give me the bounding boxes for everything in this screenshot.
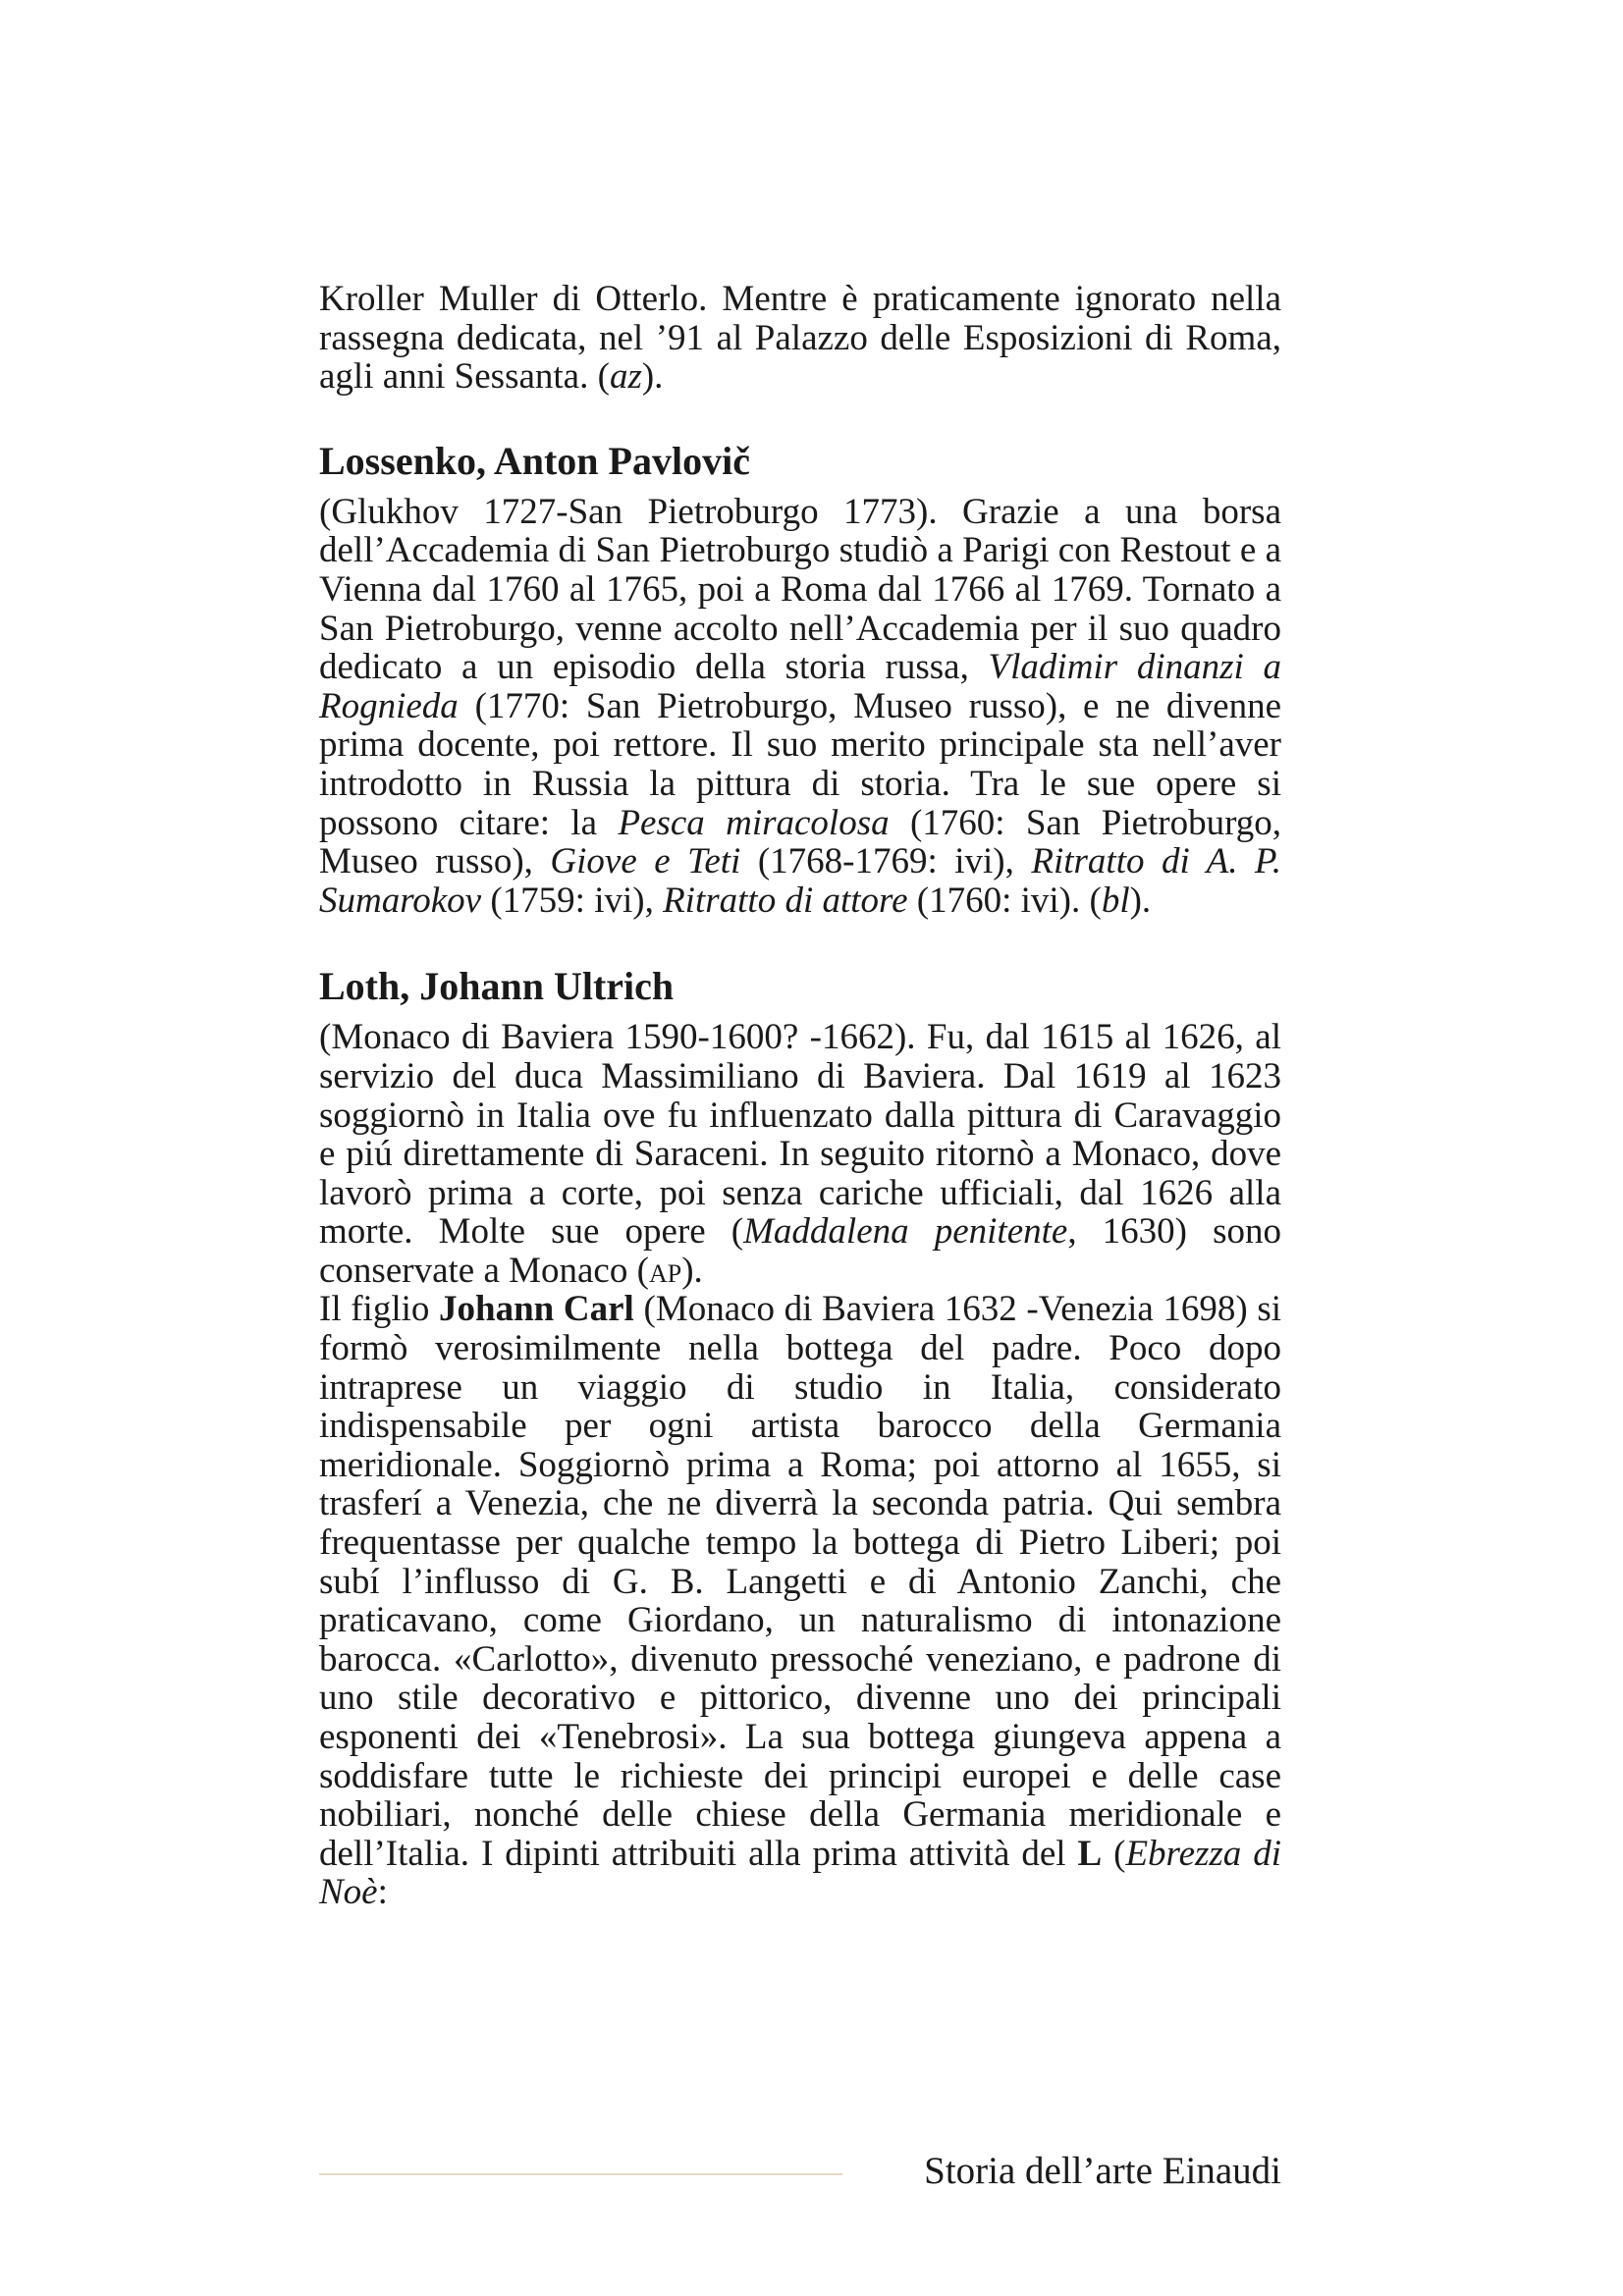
loth-son-text-1: (Monaco di Baviera 1632 -Venezia 1698) si formò verosimilmente nella bottega del padre. Poco dopo intraprese un viaggio di studio in Italia, considerato indispensabile per ogni artista barocco della Germania meridionale. Soggiornò prima a Roma; poi attorno al 1655, si trasferí a Venezia, che ne diverrà la seconda patria. Qui sembra frequentasse per qualche tempo la bottega di Pietro Liberi; poi subí l’influsso di G. B. Langetti e di Antonio Zanchi, che praticavano, come Giordano, un naturalismo di intonazione barocca. «Carlotto», divenuto pressoché veneziano, e padrone di uno stile decorativo e pittorico, divenne uno dei principali esponenti dei «Tenebrosi». La sua bottega giungeva appena a soddisfare tutte le richieste dei principi europei e delle case nobiliari, nonché delle chiese della Germania meridionale e dell’Italia. I dipinti attribuiti alla prima attività del xyxy=(319,1289,1282,1874)
loth-son-name: Johann Carl xyxy=(439,1289,634,1330)
entry-heading-loth: Loth, Johann Ultrich xyxy=(319,964,675,1009)
entry-body-loth-son xyxy=(319,1290,1281,1912)
footer-label: Storia dell’arte Einaudi xyxy=(924,2150,1281,2192)
footer-rule xyxy=(319,2173,842,2175)
loth-text-2: , 1630) sono conservate a Monaco ( xyxy=(319,1211,1281,1291)
loth-son-text-0: Il figlio xyxy=(319,1289,430,1330)
lossenko-author: bl xyxy=(1101,880,1130,921)
loth-text-1: (Monaco di Baviera 1590-1600? -1662). Fu, dal 1615 al 1626, al servizio del duca Massimiliano di Baviera. Dal 1619 al 1623 soggiornò in Italia ove fu influenzato dalla pittura di Caravaggio e piú direttamente di Saraceni. In seguito ritornò a Monaco, dove lavorò prima a corte, poi senza cariche ufficiali, dal 1626 alla morte. Molte sue opere ( xyxy=(319,1017,1281,1253)
page-body xyxy=(319,280,1281,1912)
lossenko-text-1: (Glukhov 1727-San Pietroburgo 1773). Grazie a una borsa dell’Accademia di San Pietroburgo studiò a Parigi con Restout e a Vienna dal 1760 al 1765, poi a Roma dal 1766 al 1769. Tornato a San Pietroburgo, venne accolto nell’Accademia per il suo quadro dedicato a un episodio della storia russa, xyxy=(319,491,1281,688)
entry-heading-lossenko: Lossenko, Anton Pavlovič xyxy=(319,438,750,483)
intro-paragraph: Kroller Muller di Otterlo. Mentre è praticamente ignorato nella rassegna dedicata, nel ’91 al Palazzo delle Esposizioni di Roma, agli anni Sessanta. (az). xyxy=(319,279,1281,398)
intro-author: az xyxy=(609,356,642,398)
lossenko-work-1: Vladimir dinanzi a Rognieda xyxy=(319,647,1281,726)
lossenko-text-3: (1760: San Pietroburgo, Museo russo), xyxy=(319,802,1282,882)
loth-son-text-3: : xyxy=(377,1872,388,1913)
intro-text: Kroller Muller di Otterlo. Mentre è praticamente ignorato nella rassegna dedicata, nel ’91 al Palazzo delle Esposizioni di Roma, agli anni Sessanta. xyxy=(319,279,1281,398)
loth-son-text-2: ( xyxy=(1113,1833,1126,1874)
loth-son-initial: L xyxy=(1077,1833,1103,1874)
lossenko-text-6: (1760: ivi). ( xyxy=(916,880,1102,921)
lossenko-close: ). xyxy=(1129,880,1152,921)
loth-son-work-1: Ebrezza di Noè xyxy=(319,1833,1282,1913)
intro-close: ). xyxy=(641,356,664,398)
entry-body-loth xyxy=(319,1018,1281,1290)
loth-close: ). xyxy=(681,1250,703,1291)
lossenko-work-5: Ritratto di attore xyxy=(663,880,908,921)
loth-author: ap xyxy=(648,1250,682,1291)
lossenko-text-2: (1770: San Pietroburgo, Museo russo), e ne divenne prima docente, poi rettore. Il suo merito principale sta nell’aver introdotto in Russia la pittura di storia. Tra le sue opere si possono citare: la xyxy=(319,685,1282,843)
loth-work-1: Maddalena penitente xyxy=(743,1211,1068,1253)
lossenko-work-2: Pesca miracolosa xyxy=(618,802,890,843)
lossenko-work-3: Giove e Teti xyxy=(550,841,741,882)
lossenko-text-5: (1759: ivi), xyxy=(490,880,654,921)
lossenko-work-4: Ritratto di A. P. Sumarokov xyxy=(319,841,1282,921)
entry-body-lossenko xyxy=(319,493,1281,921)
lossenko-text-4: (1768-1769: ivi), xyxy=(757,841,1014,882)
